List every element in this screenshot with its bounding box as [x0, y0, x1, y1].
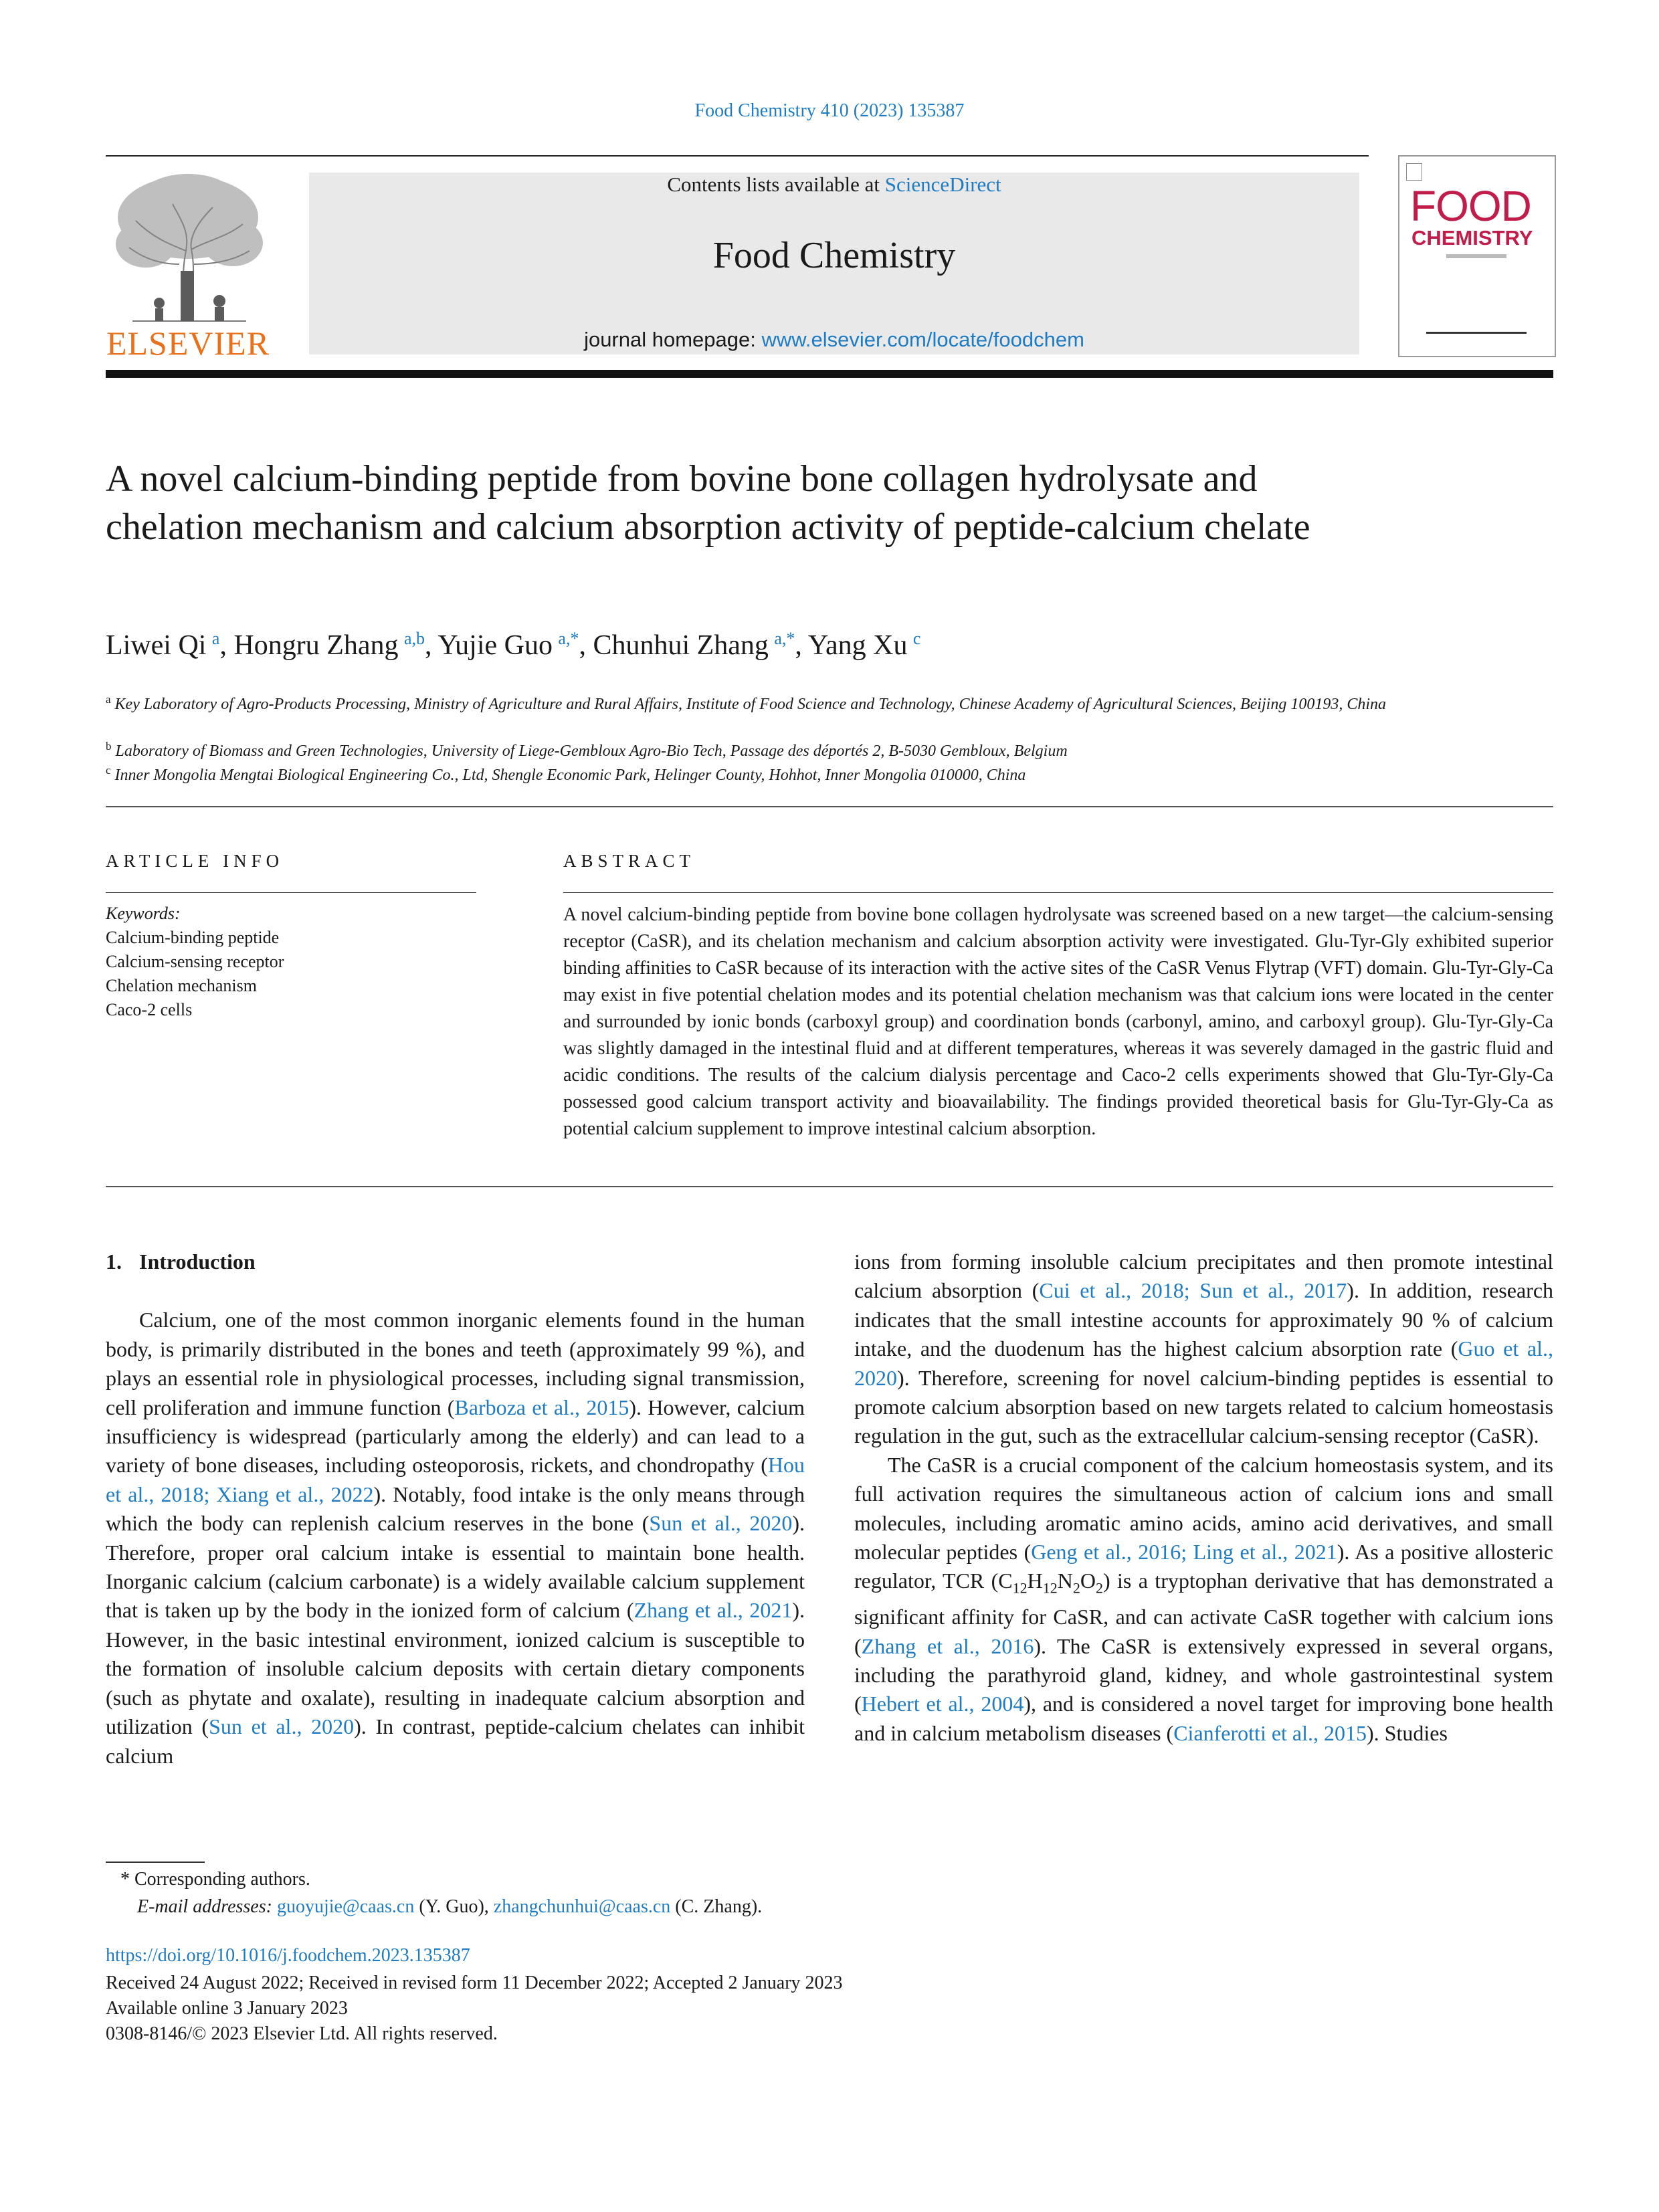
abstract-heading: ABSTRACT	[563, 851, 696, 871]
citation-link[interactable]: Guo et al., 2020	[854, 1336, 1554, 1390]
journal-homepage-line	[309, 328, 1359, 352]
citation-link[interactable]: Zhang et al., 2021	[633, 1598, 793, 1623]
affiliation-text: Laboratory of Biomass and Green Technologies, University of Liege-Gembloux Agro-Bio Tech, Passage des déportés 2, B-5030 Gembloux, Belgium	[115, 742, 1068, 760]
paragraph	[854, 1247, 1553, 1451]
author-affil-mark[interactable]: a,*	[774, 629, 795, 648]
paper-title: A novel calcium-binding peptide from bovine bone collagen hydrolysate and chelation mechanism and calcium absorption activity of peptide-calcium chelate	[106, 458, 1310, 548]
text-run: ). As a positive allosteric regulator, TCR (C	[854, 1540, 1554, 1593]
citation-link[interactable]: Hebert et al., 2004	[861, 1692, 1024, 1716]
subscript: 12	[1042, 1579, 1058, 1597]
email-owner: (C. Zhang).	[675, 1896, 763, 1917]
received-line: Received 24 August 2022; Received in revised form 11 December 2022; Accepted 2 January 2023	[106, 1973, 843, 1993]
corresponding-note: * Corresponding authors.	[120, 1869, 310, 1890]
email-owner: (Y. Guo),	[419, 1896, 489, 1917]
citation-link[interactable]: Sun et al., 2020	[209, 1714, 355, 1739]
abstract-text: A novel calcium-binding peptide from bovine bone collagen hydrolysate was screened based on a new target—the calcium-sensing receptor (CaSR), and its chelation mechanism and calcium absorption activity were investigated. Glu-Tyr-Gly exhibited superior binding affinities to CaSR because of its interaction with the active sites of the CaSR Venus Flytrap (VFT) domain. Glu-Tyr-Gly-Ca may exist in five potential chelation modes and its potential chelation mechanism was that calcium ions were located in the center and surrounded by ionic bonds (carboxyl group) and coordination bonds (carbonyl, amino, and carboxyl group). Glu-Tyr-Gly-Ca was slightly damaged in the intestinal fluid and at different temperatures, whereas it was severely damaged in the gastric fluid and acidic conditions. The results of the calcium dialysis percentage and Caco-2 cells experiments showed that Glu-Tyr-Gly-Ca possessed good calcium transport activity and bioavailability. The findings provided theoretical basis for Glu-Tyr-Gly-Ca as potential calcium supplement to improve intestinal calcium absorption.	[563, 904, 1553, 1139]
top-rule	[106, 155, 1369, 157]
affiliation-mark: c	[106, 764, 111, 777]
cover-bottom-line	[1426, 332, 1527, 334]
text-run: ), and is considered a novel target for improving bone health and in calcium metabolism diseases (	[854, 1692, 1554, 1745]
subscript: 12	[1012, 1579, 1028, 1597]
text-run: The CaSR is a crucial component of the calcium homeostasis system, and its full activation requires the simultaneous action of calcium ions and small molecules, including aromatic amino acids, amino acid derivatives, and small molecular peptides (	[854, 1452, 1553, 1565]
section-number: 1.	[106, 1249, 122, 1274]
text-run: ). In addition, research indicates that the small intestine accounts for approximately 90 % of calcium intake, and the duodenum has the highest calcium absorption rate (	[854, 1278, 1554, 1361]
keyword: Caco-2 cells	[106, 1000, 193, 1019]
journal-cover-thumbnail[interactable]	[1398, 155, 1556, 357]
cover-logo-icon	[1406, 163, 1422, 181]
text-run: ). Therefore, screening for novel calcium-binding peptides is essential to promote calcium absorption based on new targets related to calcium homeostasis regulation in the gut, such as the extracellular calcium-sensing receptor (CaSR).	[854, 1365, 1553, 1448]
available-line: Available online 3 January 2023	[106, 1998, 348, 2019]
tree-icon	[106, 171, 270, 324]
subscript: 2	[1072, 1579, 1080, 1597]
text-run: ). Studies	[1367, 1720, 1448, 1745]
author-name[interactable]: Yang Xu	[807, 630, 908, 661]
keyword: Calcium-binding peptide	[106, 928, 280, 947]
paragraph	[854, 1451, 1553, 1748]
email-note	[137, 1896, 762, 1918]
body-column-right	[854, 1247, 1553, 1748]
text-run: Calcium, one of the most common inorganic elements found in the human body, is primarily distributed in the bones and teeth (approximately 99 %), and plays an essential role in physiological processes, including signal transmission, cell proliferation and immune function (	[106, 1308, 805, 1419]
text-run: ) is a tryptophan derivative that has demonstrated a significant affinity for CaSR, and can activate CaSR together with calcium ions (	[854, 1569, 1554, 1658]
author-name[interactable]: Chunhui Zhang	[593, 630, 769, 661]
keywords-block	[106, 902, 284, 1022]
header-thick-rule	[106, 370, 1553, 378]
article-info-heading: ARTICLE INFO	[106, 851, 284, 871]
divider	[106, 1186, 1553, 1187]
cover-title-chemistry: CHEMISTRY	[1411, 226, 1533, 249]
text-run: ). In contrast, peptide-calcium chelates can inhibit calcium	[106, 1714, 805, 1768]
affiliation-a	[106, 688, 1457, 716]
section-heading	[106, 1247, 805, 1276]
affiliation-c	[106, 759, 1457, 787]
citation-link[interactable]: Geng et al., 2016; Ling et al., 2021	[1031, 1540, 1337, 1565]
author-name[interactable]: Yujie Guo	[437, 630, 553, 661]
journal-reference-link[interactable]: Food Chemistry 410 (2023) 135387	[694, 100, 965, 121]
citation-link[interactable]: Hou et al., 2018; Xiang et al., 2022	[106, 1453, 805, 1506]
divider	[106, 806, 1553, 807]
cover-editor-line	[1446, 254, 1506, 258]
email-link[interactable]: zhangchunhui@caas.cn	[493, 1896, 671, 1917]
author-list: Liwei Qi $^a$, Hongru Zhang $^{a,b}$, Yujie Guo $^{a,*}$, Chunhui Zhang $^{a,*}$, Yang Xu $^c$	[106, 629, 921, 661]
homepage-link[interactable]: www.elsevier.com/locate/foodchem	[761, 328, 1084, 351]
email-label: E-mail addresses:	[137, 1896, 272, 1917]
text-run: H	[1027, 1569, 1043, 1593]
author-name[interactable]: Hongru Zhang	[233, 630, 399, 661]
citation-link[interactable]: Zhang et al., 2016	[861, 1633, 1034, 1658]
paragraph	[106, 1306, 805, 1771]
article-history	[106, 1971, 843, 2047]
author-name[interactable]: Liwei Qi	[106, 630, 207, 661]
citation-link[interactable]: Cui et al., 2018; Sun et al., 2017	[1039, 1278, 1347, 1303]
text-run: O	[1080, 1569, 1096, 1593]
sciencedirect-link[interactable]: ScienceDirect	[884, 173, 1001, 196]
text-run: ). However, calcium insufficiency is widespread (particularly among the elderly) and can lead to a variety of bone diseases, including osteoporosis, rickets, and chondropathy (	[106, 1395, 805, 1478]
citation-link[interactable]: Sun et al., 2020	[649, 1511, 793, 1536]
keywords-label: Keywords:	[106, 904, 181, 923]
text-run: ). Notably, food intake is the only means through which the body can replenish calcium reserves in the bone (	[106, 1482, 805, 1536]
author-affil-mark[interactable]: a,*	[558, 629, 579, 648]
divider	[106, 892, 476, 893]
footnote-rule	[106, 1862, 205, 1863]
affiliation-mark: a	[106, 693, 111, 706]
author-affil-mark[interactable]: c	[912, 629, 921, 648]
text-run: ). However, in the basic intestinal environment, ionized calcium is susceptible to the formation of insoluble calcium deposits with certain dietary components (such as phytate and oxalate), resulting in inadequate calcium absorption and utilization (	[106, 1598, 805, 1739]
text-run: N	[1057, 1569, 1073, 1593]
text-run: ). The CaSR is extensively expressed in several organs, including the parathyroid gland, kidney, and whole gastrointestinal system (	[854, 1633, 1554, 1716]
copyright-line: 0308-8146/© 2023 Elsevier Ltd. All rights reserved.	[106, 2023, 498, 2044]
text-run: ). Therefore, proper oral calcium intake is essential to maintain bone health. Inorganic calcium (calcium carbonate) is a widely available calcium supplement that is taken up by the body in the ionized form of calcium (	[106, 1511, 805, 1623]
homepage-prefix: journal homepage:	[584, 328, 756, 351]
body-column-left	[106, 1247, 805, 1771]
elsevier-wordmark: ELSEVIER	[106, 324, 270, 362]
divider	[563, 892, 1553, 893]
citation-link[interactable]: Barboza et al., 2015	[454, 1395, 629, 1419]
affiliation-text: Key Laboratory of Agro-Products Processing, Ministry of Agriculture and Rural Affairs, Institute of Food Science and Technology, Chinese Academy of Agricultural Sciences, Beijing 100193, China	[114, 696, 1387, 713]
affiliation-mark: b	[106, 740, 112, 752]
journal-title: Food Chemistry	[712, 235, 956, 276]
keyword: Calcium-sensing receptor	[106, 952, 284, 971]
section-title: Introduction	[139, 1249, 256, 1274]
contents-available-line	[309, 173, 1359, 197]
citation-link[interactable]: Cianferotti et al., 2015	[1173, 1720, 1367, 1745]
subscript: 2	[1095, 1579, 1103, 1597]
cover-title-food: FOOD	[1410, 182, 1531, 230]
author-affil-mark[interactable]: a	[211, 629, 220, 648]
affiliation-text: Inner Mongolia Mengtai Biological Engineering Co., Ltd, Shengle Economic Park, Helinger County, Hohhot, Inner Mongolia 010000, China	[114, 767, 1026, 784]
author-affil-mark[interactable]: a,b	[403, 629, 425, 648]
keyword: Chelation mechanism	[106, 976, 258, 995]
text-run: ions from forming insoluble calcium precipitates and then promote intestinal calcium absorption (	[854, 1249, 1553, 1303]
contents-prefix: Contents lists available at	[667, 173, 880, 196]
email-link[interactable]: guoyujie@caas.cn	[276, 1896, 415, 1917]
doi-link[interactable]: https://doi.org/10.1016/j.foodchem.2023.135387	[106, 1945, 470, 1966]
